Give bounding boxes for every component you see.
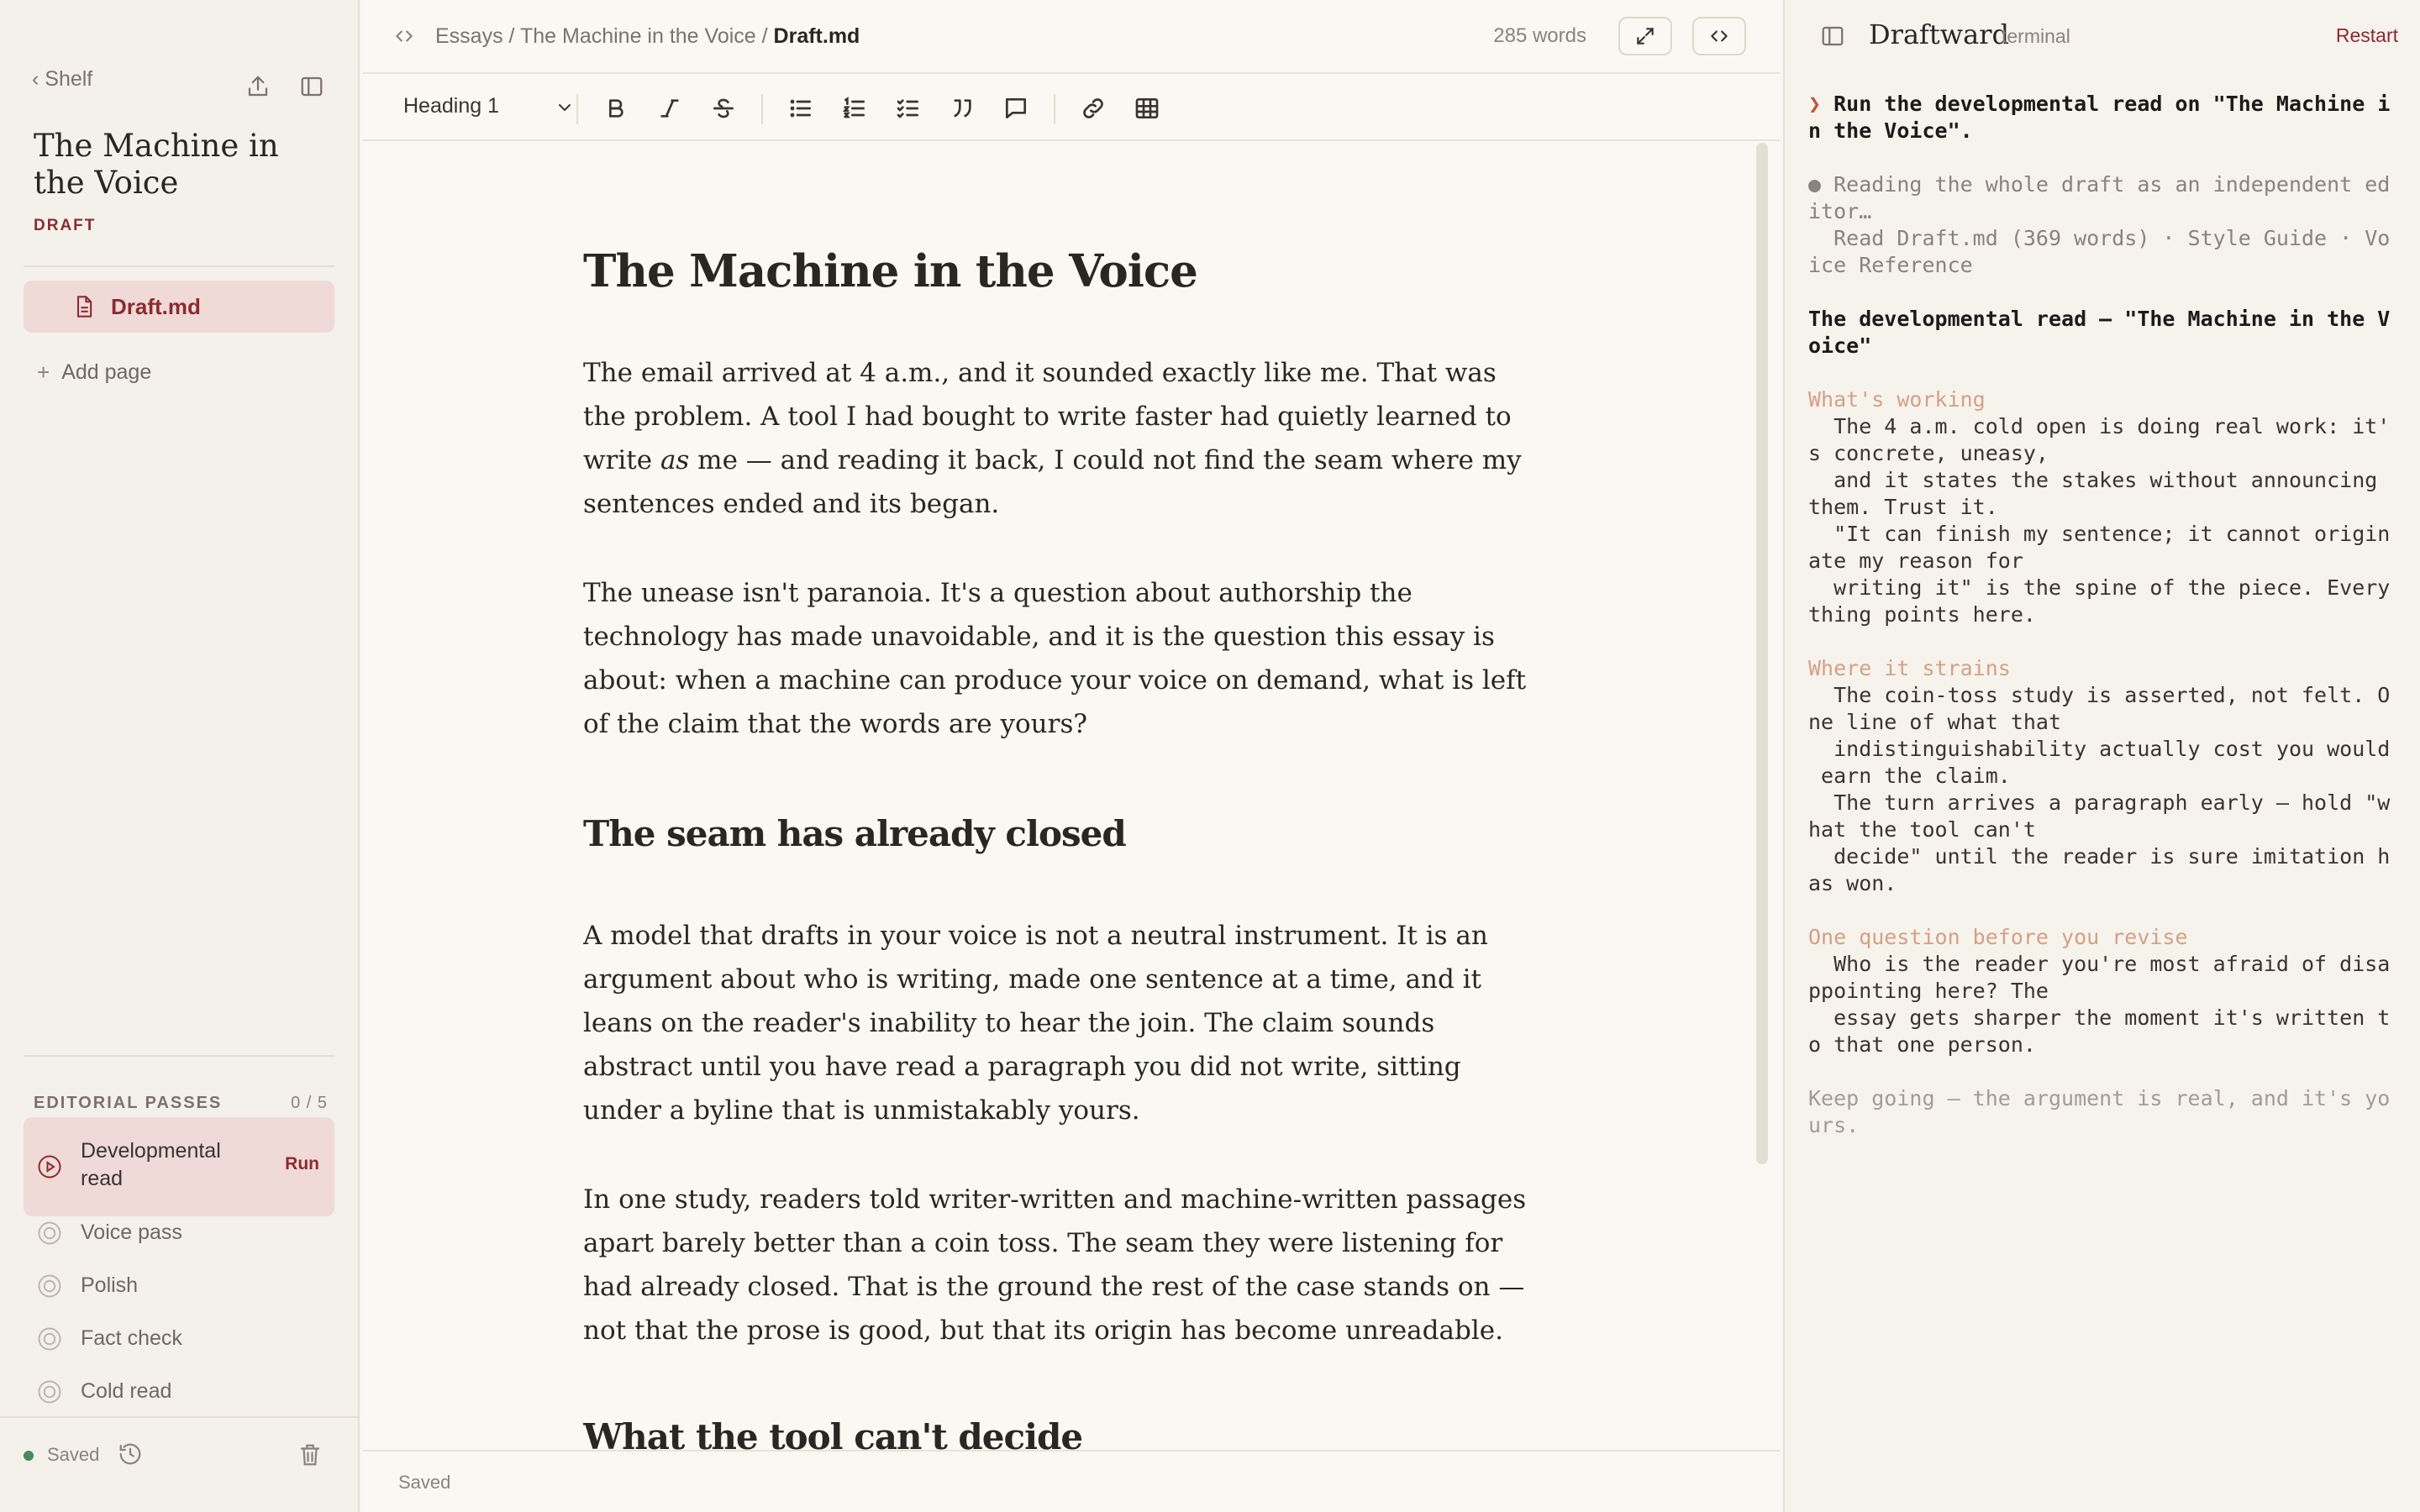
block-style-select[interactable]: [403, 94, 499, 118]
fullscreen-button[interactable]: [1618, 17, 1672, 55]
terminal-line: thing points here.: [1808, 602, 2036, 627]
share-icon[interactable]: [244, 72, 272, 101]
saved-status-label: Saved: [47, 1444, 100, 1465]
expand-icon: [1634, 25, 1656, 47]
quote-icon: [949, 95, 976, 122]
run-pass-button[interactable]: Run: [285, 1154, 319, 1173]
terminal-line: [1808, 628, 2396, 655]
terminal-line: writing it" is the spine of the piece. Every: [1808, 575, 2391, 600]
terminal-line: oice": [1808, 333, 1872, 358]
terminal-line: indistinguishability actually cost you would: [1808, 737, 2391, 761]
prompt-text: Run the developmental read on "The Machine i: [1833, 92, 2391, 116]
terminal-line: [1808, 144, 2396, 171]
terminal-line: Who is the reader you're most afraid of disa: [1808, 952, 2391, 976]
pass-label: Fact check: [81, 1326, 182, 1350]
editor-statusbar: [363, 1450, 1780, 1512]
italic-button[interactable]: [654, 92, 686, 124]
terminal-line: hat the tool can't: [1808, 817, 2036, 842]
paragraph-text: me — and reading it back, I could not find the seam where my sentences ended and its began.: [583, 445, 1522, 519]
pass-fact-check[interactable]: [24, 1324, 334, 1354]
add-page-label: Add page: [61, 360, 152, 384]
word-count: 285 words: [1493, 24, 1586, 47]
editor: [363, 0, 1780, 1512]
paragraph: In one study, readers told writer-written and machine-written passages apart barely better than a coin toss. The seam they were listening for had already closed. That is the ground the rest of the case stands on — not that the prose is good, but that its origin has become unreadable.: [583, 1184, 1527, 1346]
page-item-label: Draft.md: [111, 293, 201, 319]
editor-status: Saved: [398, 1472, 451, 1493]
terminal-line: itor…: [1808, 199, 1872, 223]
numbered-list-icon: [841, 95, 868, 122]
terminal-line: them. Trust it.: [1808, 495, 1998, 519]
terminal-line: "It can finish my sentence; it cannot origin: [1808, 522, 2391, 546]
panel-title: Draftward: [1869, 18, 2009, 50]
source-view-button[interactable]: [1692, 17, 1746, 55]
toolbar-separator: [576, 94, 578, 124]
restart-button[interactable]: Restart: [2335, 24, 2398, 46]
bold-icon: [602, 95, 629, 122]
terminal-line: [1808, 1058, 2396, 1085]
terminal-line: urs.: [1808, 1113, 1860, 1137]
terminal-line: [1808, 897, 2396, 924]
table-button[interactable]: [1131, 92, 1163, 124]
passes-count: 0 / 5: [291, 1094, 328, 1112]
bullet-list-icon: [787, 95, 814, 122]
prompt-marker: ❯: [1808, 92, 1834, 116]
terminal-line: o that one person.: [1808, 1032, 2036, 1057]
pass-voice-pass[interactable]: [24, 1218, 334, 1248]
toolbar-separator: [761, 94, 763, 124]
play-circle-icon: [37, 1154, 62, 1179]
terminal-line: decide" until the reader is sure imitation h: [1808, 844, 2391, 869]
terminal-line: [1808, 279, 2396, 306]
status-badge: DRAFT: [34, 217, 97, 234]
breadcrumb: [435, 24, 860, 49]
chevron-down-icon: [555, 97, 575, 118]
section-heading: The seam has already closed: [583, 813, 1126, 854]
bullet-list-button[interactable]: [785, 92, 817, 124]
format-toolbar: [363, 76, 1780, 141]
terminal-line: n the Voice".: [1808, 118, 1973, 143]
pass-label: Voice pass: [81, 1221, 182, 1244]
section-heading: What the tool can't decide: [583, 1416, 1083, 1450]
terminal-line: and it states the stakes without announcing: [1808, 468, 2378, 492]
terminal-line: as won.: [1808, 871, 1897, 895]
history-icon[interactable]: [118, 1441, 143, 1467]
editor-scrollbar[interactable]: [1756, 143, 1768, 1164]
paragraph: The unease isn't paranoia. It's a question about authorship the technology has made unavoidable, and it is the question this essay is about: when a machine can produce your voice on demand, what is left of the claim that the words are yours?: [583, 578, 1527, 739]
pass-cold-read[interactable]: [24, 1377, 334, 1407]
trash-icon[interactable]: [297, 1441, 323, 1468]
terminal-line: [1808, 91, 2396, 118]
paragraph: [583, 351, 1541, 526]
terminal-output: [1808, 91, 2396, 1139]
numbered-list-button[interactable]: [839, 92, 871, 124]
circle-icon: [37, 1379, 62, 1404]
paragraph-text: The email arrived at 4 a.m., and it sounded exactly like me. That was the problem. A tool I had bought to write faster had quietly learned to write: [583, 358, 1512, 475]
pass-label: Polish: [81, 1273, 139, 1297]
strikethrough-icon: [710, 95, 737, 122]
terminal-line: One question before you revise: [1808, 925, 2188, 949]
checklist-button[interactable]: [892, 92, 924, 124]
terminal-line: [1808, 360, 2396, 386]
terminal-line: The coin-toss study is asserted, not felt. O: [1808, 683, 2391, 707]
comment-button[interactable]: [1000, 92, 1032, 124]
sidebar-footer-divider: [0, 1416, 360, 1418]
file-icon: [72, 294, 96, 319]
terminal-line: The turn arrives a paragraph early — hold "w: [1808, 790, 2391, 815]
divider: [24, 265, 334, 267]
terminal-line: Read Draft.md (369 words) · Style Guide · Vo: [1808, 226, 2391, 250]
link-button[interactable]: [1077, 92, 1109, 124]
terminal-panel: [1783, 0, 2420, 1512]
pass-developmental-read[interactable]: [24, 1117, 334, 1216]
passes-header: [34, 1094, 328, 1113]
bold-button[interactable]: [600, 92, 632, 124]
document-title: The Machine in the Voice: [34, 128, 279, 201]
circle-icon: [37, 1221, 62, 1246]
block-style-value: Heading 1: [403, 94, 499, 118]
saved-status-dot: [24, 1451, 34, 1461]
terminal-line: ne line of what that: [1808, 710, 2062, 734]
terminal-line: ppointing here? The: [1808, 979, 2049, 1003]
table-icon: [1134, 95, 1160, 122]
comment-icon: [1002, 95, 1029, 122]
pass-label: Developmental read: [81, 1139, 221, 1190]
divider: [24, 1055, 334, 1057]
terminal-line: s concrete, uneasy,: [1808, 441, 2049, 465]
circle-icon: [37, 1273, 62, 1299]
terminal-line: Where it strains: [1808, 656, 2011, 680]
terminal-line: earn the claim.: [1808, 764, 2011, 788]
toolbar-separator: [1054, 94, 1055, 124]
add-page-button[interactable]: [37, 360, 151, 386]
document-content[interactable]: [583, 143, 1558, 1450]
pass-label: Cold read: [81, 1379, 172, 1403]
terminal-line: ate my reason for: [1808, 549, 2023, 573]
sidebar-toggle-icon[interactable]: [297, 72, 326, 101]
breadcrumb-current: Draft.md: [773, 24, 860, 48]
panel-subtitle: terminal: [2002, 25, 2070, 47]
checklist-icon: [895, 95, 922, 122]
code-icon: [1708, 25, 1730, 47]
strikethrough-button[interactable]: [708, 92, 739, 124]
terminal-line: ice Reference: [1808, 253, 1973, 277]
terminal-line: essay gets sharper the moment it's written t: [1808, 1005, 2391, 1030]
terminal-line: The developmental read — "The Machine in the V: [1808, 307, 2391, 331]
shelf-back-link[interactable]: ‹ Shelf: [32, 67, 93, 91]
paragraph: A model that drafts in your voice is not a neutral instrument. It is an argument about who is writing, made one sentence at a time, and it leans on the reader's inability to hear the join. The claim sounds abstract until you have read a paragraph you did not write, sitting under a byline that is unmistakably yours.: [583, 921, 1488, 1126]
passes-title: EDITORIAL PASSES: [34, 1094, 223, 1112]
terminal-line: Keep going — the argument is real, and it's yo: [1808, 1086, 2391, 1110]
breadcrumb-path[interactable]: Essays / The Machine in the Voice /: [435, 24, 774, 48]
italic-icon: [656, 95, 683, 122]
editor-topbar: [363, 0, 1780, 74]
sidebar: [0, 0, 360, 1512]
plus-icon: +: [37, 360, 50, 385]
terminal-line: ● Reading the whole draft as an independent ed: [1808, 172, 2391, 197]
panel-toggle-icon[interactable]: [1820, 24, 1845, 49]
document-heading: The Machine in the Voice: [583, 245, 1197, 297]
blockquote-button[interactable]: [946, 92, 978, 124]
page-item-draft[interactable]: [24, 281, 334, 333]
terminal-line: The 4 a.m. cold open is doing real work: it': [1808, 414, 2391, 438]
link-icon: [1080, 95, 1107, 122]
pass-polish[interactable]: [24, 1271, 334, 1301]
code-brackets-icon[interactable]: [393, 25, 415, 47]
emphasis-text: as: [660, 445, 690, 475]
terminal-line: What's working: [1808, 387, 1986, 412]
circle-icon: [37, 1326, 62, 1352]
